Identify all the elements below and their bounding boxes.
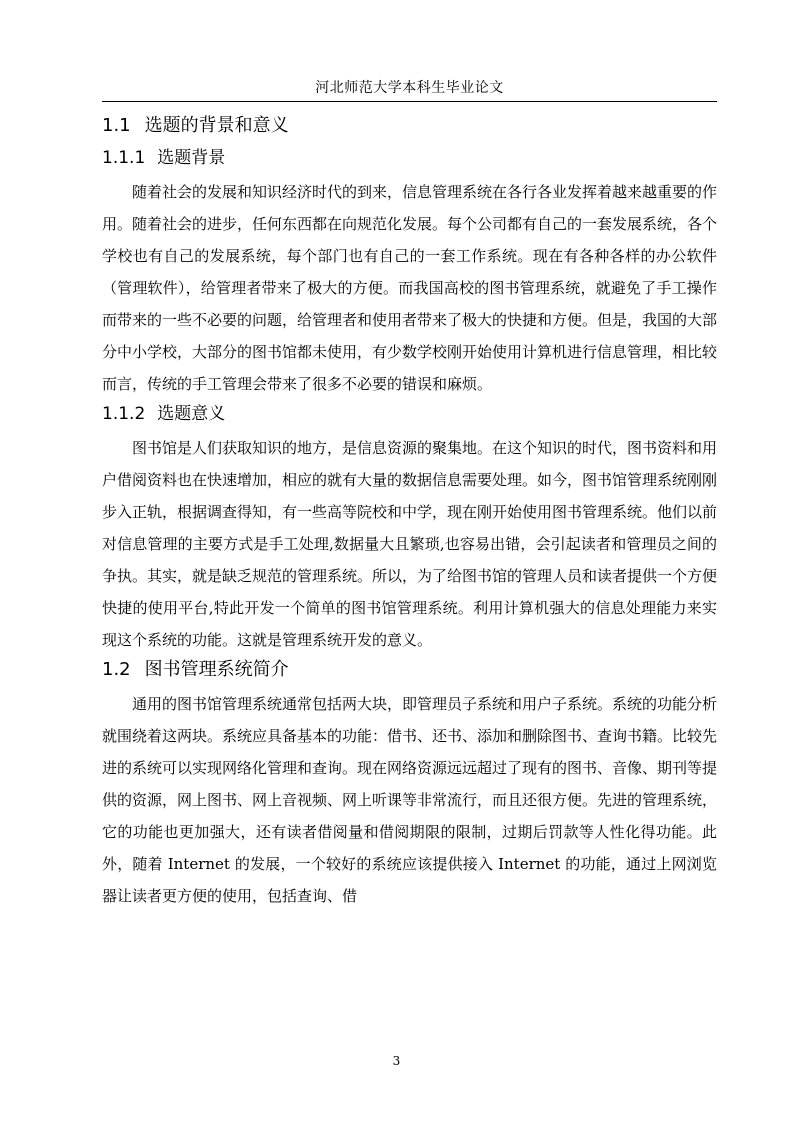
section-title: 选题的背景和意义 — [144, 115, 289, 136]
page-number: 3 — [392, 1054, 401, 1068]
section-number: 1.1.2 — [102, 404, 146, 424]
section-heading-1-1-1 — [102, 144, 717, 172]
running-header: 河北师范大学本科生毕业论文 — [315, 80, 504, 96]
paragraph-significance: 图书馆是人们获取知识的地方，是信息资源的聚集地。在这个知识的时代，图书资料和用户借阅资料也在快速增加，相应的就有大量的数据信息需要处理。如今，图书馆管理系统刚刚步入正轨，根据调查得知，有一些高等院校和中学，现在刚开始使用图书管理系统。他们以前对信息管理的主要方式是手工处理,数据量大且繁琐,也容易出错，会引起读者和管理员之间的争执。其实，就是缺乏规范的管理系统。所以，为了给图书馆的管理人员和读者提供一个方便快捷的使用平台,特此开发一个简单的图书馆管理系统。利用计算机强大的信息处理能力来实现这个系统的功能。这就是管理系统开发的意义。 — [102, 439, 718, 649]
header-rule — [102, 101, 717, 102]
section-heading-1-1 — [102, 112, 717, 140]
section-number: 1.1 — [102, 115, 131, 136]
page-content — [102, 112, 717, 912]
section-title: 图书管理系统简介 — [144, 659, 289, 680]
paragraph-background: 随着社会的发展和知识经济时代的到来，信息管理系统在各行各业发挥着越来越重要的作用。随着社会的进步，任何东西都在向规范化发展。每个公司都有自己的一套发展系统，各个学校也有自己的发展系统，每个部门也有自己的一套工作系统。现在有各种各样的办公软件（管理软件），给管理者带来了极大的方便。而我国高校的图书管理系统，就避免了手工操作而带来的一些不必要的问题，给管理者和使用者带来了极大的快捷和方便。但是，我国的大部分中小学校，大部分的图书馆都未使用，有少数学校刚开始使用计算机进行信息管理，相比较而言，传统的手工管理会带来了很多不必要的错误和麻烦。 — [102, 183, 718, 393]
section-heading-1-1-2 — [102, 400, 717, 428]
section-title: 选题背景 — [157, 148, 226, 168]
paragraph-system-intro: 通用的图书馆管理系统通常包括两大块，即管理员子系统和用户子系统。系统的功能分析就围绕着这两块。系统应具备基本的功能：借书、还书、添加和删除图书、查询书籍。比较先进的系统可以实现网络化管理和查询。现在网络资源远远超过了现有的图书、音像、期刊等提供的资源，网上图书、网上音视频、网上听课等非常流行，而且还很方便。先进的管理系统，它的功能也更加强大，还有读者借阅量和借阅期限的限制，过期后罚款等人性化得功能。此外，随着 Internet 的发展，一个较好的系统应该提供接入 Internet 的功能，通过上网浏览器让读者更方便的使用，包括查询、借 — [102, 695, 718, 905]
section-heading-1-2 — [102, 656, 717, 684]
section-number: 1.1.1 — [102, 148, 146, 168]
section-title: 选题意义 — [157, 404, 226, 424]
section-number: 1.2 — [102, 659, 131, 680]
